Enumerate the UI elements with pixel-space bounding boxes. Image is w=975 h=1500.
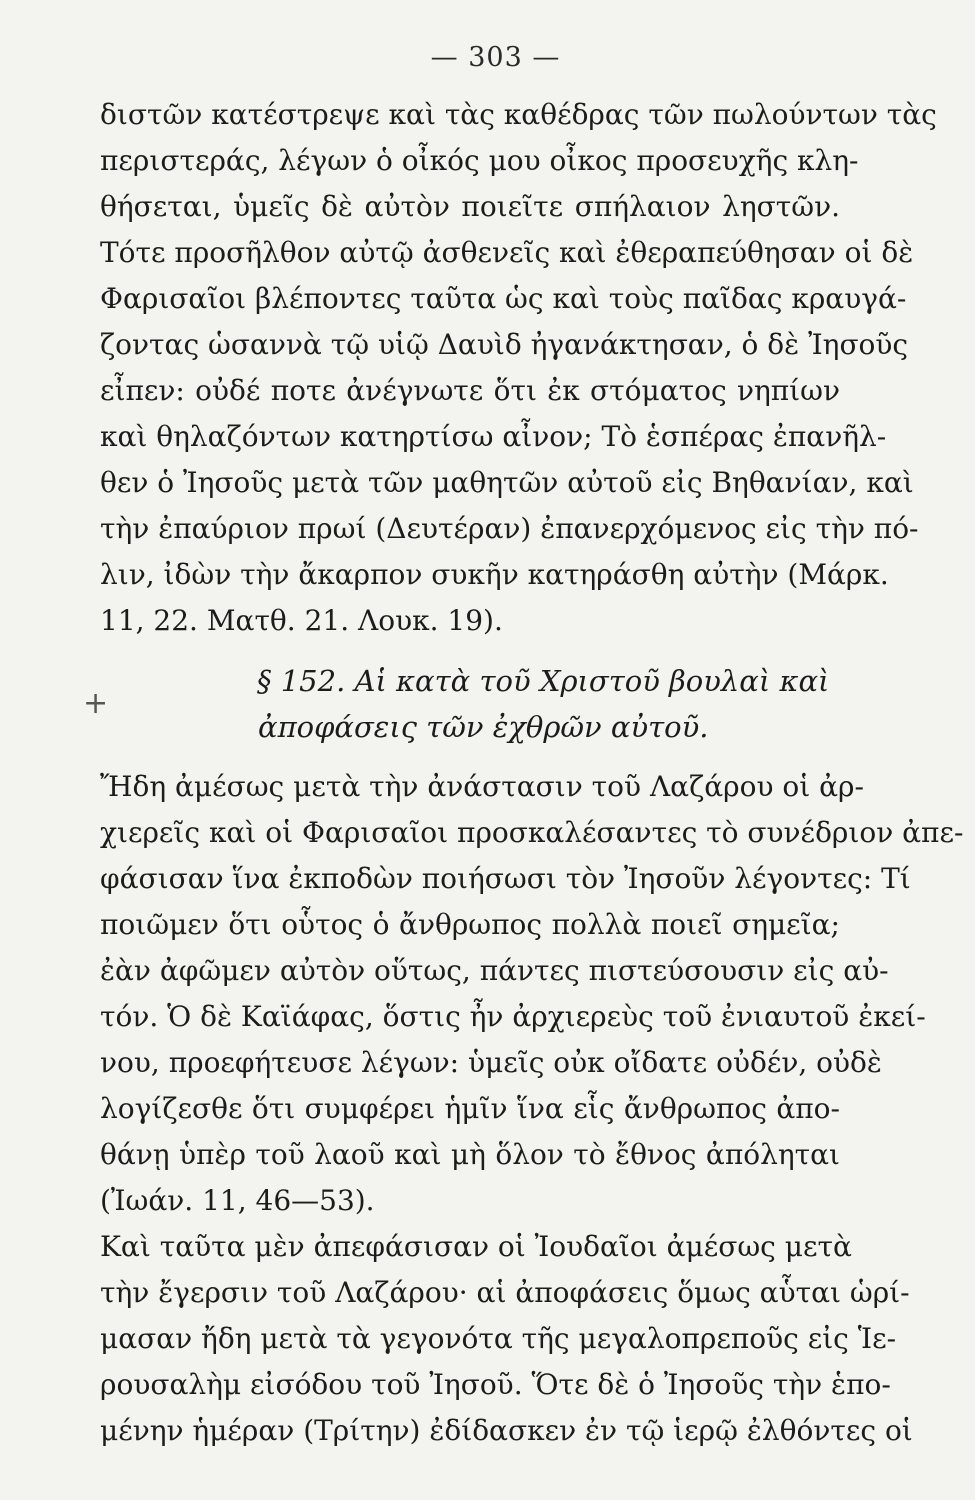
- text-line: Καὶ ταῦτα μὲν ἀπεφάσισαν οἱ Ἰουδαῖοι ἀμέσως μετὰ: [100, 1230, 852, 1263]
- text-line: ἐὰν ἀφῶμεν αὐτὸν οὕτως, πάντες πιστεύσουσιν εἰς αὐ-: [100, 954, 889, 987]
- text-line: τόν. Ὁ δὲ Καϊάφας, ὅστις ἦν ἀρχιερεὺς τοῦ ἐνιαυτοῦ ἐκεί-: [100, 1000, 926, 1033]
- text-line: Τότε προσῆλθον αὐτῷ ἀσθενεῖς καὶ ἐθεραπεύθησαν οἱ δὲ: [100, 236, 914, 269]
- text-line: θεν ὁ Ἰησοῦς μετὰ τῶν μαθητῶν αὐτοῦ εἰς Βηθανίαν, καὶ: [100, 466, 914, 499]
- text-line: περιστεράς, λέγων ὁ οἶκός μου οἶκος προσευχῆς κλη-: [100, 144, 859, 177]
- text-line: μασαν ἤδη μετὰ τὰ γεγονότα τῆς μεγαλοπρεποῦς εἰς Ἱε-: [100, 1322, 897, 1355]
- text-line: εἶπεν: οὐδέ ποτε ἀνέγνωτε ὅτι ἐκ στόματος νηπίων: [100, 374, 840, 407]
- text-line: διστῶν κατέστρεψε καὶ τὰς καθέδρας τῶν πωλούντων τὰς: [100, 98, 937, 131]
- section-heading-line-2: ἀποφάσεις τῶν ἐχθρῶν αὐτοῦ.: [258, 710, 709, 744]
- page-number: — 303 —: [430, 42, 561, 73]
- margin-cross-mark: +: [83, 686, 109, 721]
- text-line: ρουσαλὴμ εἰσόδου τοῦ Ἰησοῦ. Ὅτε δὲ ὁ Ἰησοῦς τὴν ἑπο-: [100, 1368, 891, 1401]
- text-line: χιερεῖς καὶ οἱ Φαρισαῖοι προσκαλέσαντες τὸ συνέδριον ἀπε-: [100, 816, 964, 849]
- text-line: λογίζεσθε ὅτι συμφέρει ἡμῖν ἵνα εἷς ἄνθρωπος ἀπο-: [100, 1092, 840, 1125]
- text-line: τὴν ἐπαύριον πρωί (Δευτέραν) ἐπανερχόμενος εἰς τὴν πό-: [100, 512, 919, 545]
- text-line: (Ἰωάν. 11, 46—53).: [100, 1184, 375, 1217]
- text-line: Ἤδη ἀμέσως μετὰ τὴν ἀνάστασιν τοῦ Λαζάρου οἱ ἀρ-: [100, 770, 864, 803]
- page-body: [100, 92, 964, 1454]
- text-line: λιν, ἰδὼν τὴν ἄκαρπον συκῆν κατηράσθη αὐτὴν (Μάρκ.: [100, 558, 889, 591]
- text-line: θήσεται, ὑμεῖς δὲ αὐτὸν ποιεῖτε σπήλαιον ληστῶν.: [100, 190, 840, 223]
- text-line: τὴν ἔγερσιν τοῦ Λαζάρου· αἱ ἀποφάσεις ὅμως αὗται ὡρί-: [100, 1276, 910, 1309]
- text-line: Φαρισαῖοι βλέποντες ταῦτα ὡς καὶ τοὺς παῖδας κραυγά-: [100, 282, 907, 315]
- text-line: 11, 22. Ματθ. 21. Λουκ. 19).: [100, 604, 503, 637]
- text-line: καὶ θηλαζόντων κατηρτίσω αἶνον; Τὸ ἑσπέρας ἐπανῆλ-: [100, 420, 887, 453]
- text-line: θάνῃ ὑπὲρ τοῦ λαοῦ καὶ μὴ ὅλον τὸ ἔθνος ἀπόληται: [100, 1138, 840, 1171]
- text-line: ποιῶμεν ὅτι οὗτος ὁ ἄνθρωπος πολλὰ ποιεῖ σημεῖα;: [100, 908, 840, 941]
- text-line: νου, προεφήτευσε λέγων: ὑμεῖς οὐκ οἴδατε οὐδέν, οὐδὲ: [100, 1046, 882, 1079]
- text-line: ζοντας ὡσαννὰ τῷ υἱῷ Δαυὶδ ἠγανάκτησαν, ὁ δὲ Ἰησοῦς: [100, 328, 909, 361]
- text-line: φάσισαν ἵνα ἐκποδὼν ποιήσωσι τὸν Ἰησοῦν λέγοντες: Τί: [100, 862, 911, 895]
- text-line: μένην ἡμέραν (Τρίτην) ἐδίδασκεν ἐν τῷ ἱερῷ ἐλθόντες οἱ: [100, 1414, 913, 1447]
- section-heading-line-1: § 152. Αἱ κατὰ τοῦ Χριστοῦ βουλαὶ καὶ: [257, 664, 830, 698]
